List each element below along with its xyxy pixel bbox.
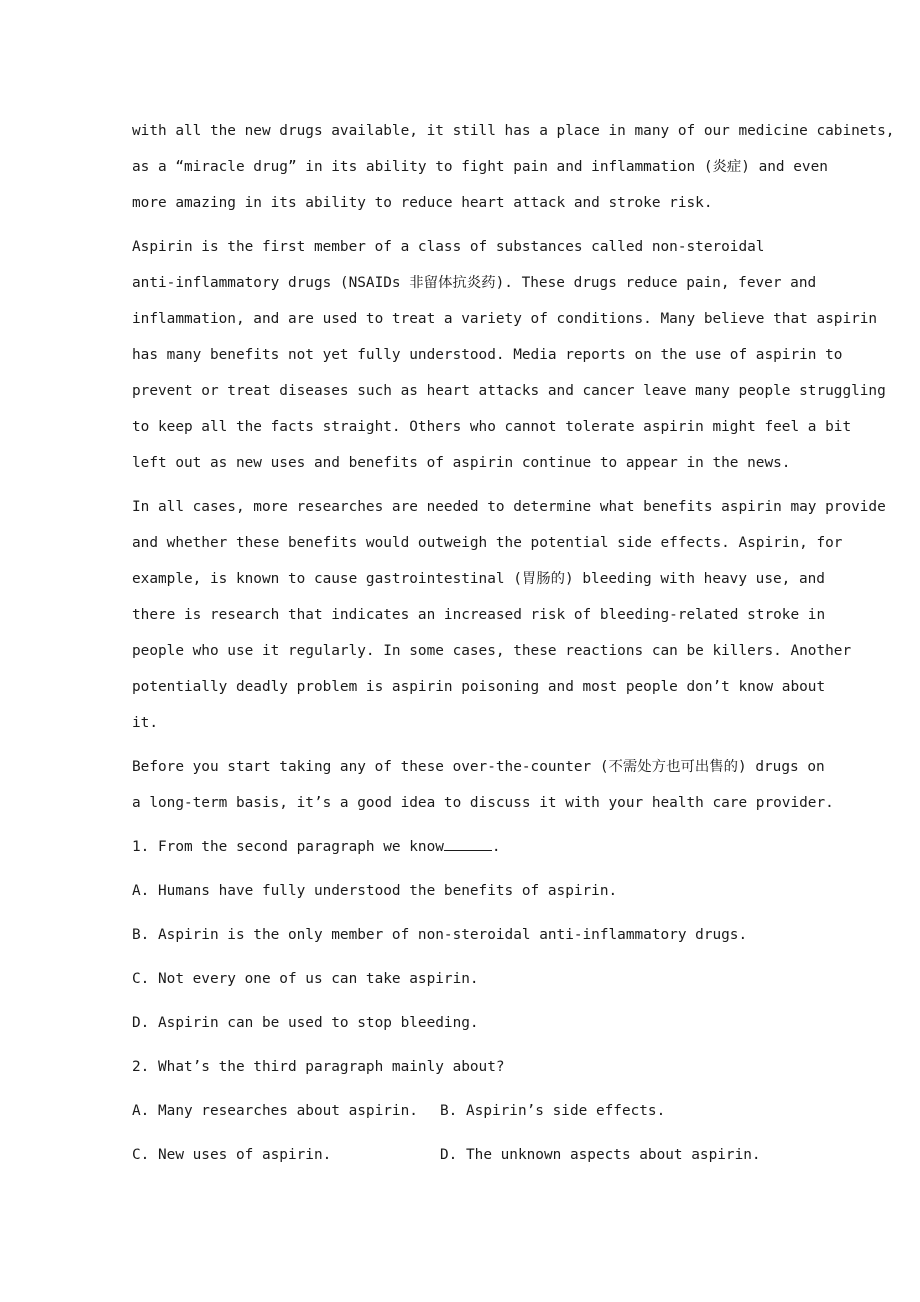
- document-page: [132, 113, 895, 1173]
- paragraph-4: [132, 749, 834, 821]
- option-c: C. New uses of aspirin.: [132, 1147, 332, 1163]
- option-a: A. Humans have fully understood the benefits of aspirin.: [132, 883, 618, 899]
- question-1: [132, 829, 808, 1041]
- option-row: [132, 1137, 808, 1173]
- text-line: with all the new drugs available, it still has a place in many of our medicine cabinets,: [132, 123, 895, 139]
- text-line: people who use it regularly. In some cases, these reactions can be killers. Another: [132, 643, 852, 659]
- text-line: prevent or treat diseases such as heart attacks and cancer leave many people struggling: [132, 383, 886, 399]
- question-stem-end: .: [491, 839, 501, 855]
- text-line: it.: [132, 715, 158, 731]
- text-line: a long-term basis, it’s a good idea to discuss it with your health care provider.: [132, 795, 834, 811]
- text-line: inflammation, and are used to treat a variety of conditions. Many believe that aspirin: [132, 311, 878, 327]
- option-b: B. Aspirin’s side effects.: [440, 1103, 666, 1119]
- text-line: potentially deadly problem is aspirin poisoning and most people don’t know about: [132, 679, 826, 695]
- text-line: left out as new uses and benefits of aspirin continue to appear in the news.: [132, 455, 791, 471]
- option-c: C. Not every one of us can take aspirin.: [132, 971, 479, 987]
- question-stem: [132, 829, 808, 865]
- text-line: has many benefits not yet fully understood. Media reports on the use of aspirin to: [132, 347, 843, 363]
- paragraph-2: [132, 229, 886, 481]
- answer-blank: [444, 836, 492, 851]
- text-line: Before you start taking any of these over-the-counter (不需处方也可出售的) drugs on: [132, 759, 825, 775]
- text-line: more amazing in its ability to reduce heart attack and stroke risk.: [132, 195, 713, 211]
- text-line: anti-inflammatory drugs (NSAIDs 非留体抗炎药). These drugs reduce pain, fever and: [132, 275, 817, 291]
- text-line: as a “miracle drug” in its ability to fight pain and inflammation (炎症) and even: [132, 159, 828, 175]
- question-stem: 2. What’s the third paragraph mainly about?: [132, 1059, 505, 1075]
- text-line: to keep all the facts straight. Others who cannot tolerate aspirin might feel a bit: [132, 419, 852, 435]
- text-line: In all cases, more researches are needed to determine what benefits aspirin may provide: [132, 499, 886, 515]
- question-2: [132, 1049, 808, 1173]
- option-row: [132, 1093, 808, 1129]
- text-line: and whether these benefits would outweigh the potential side effects. Aspirin, for: [132, 535, 843, 551]
- text-line: Aspirin is the first member of a class of substances called non-steroidal: [132, 239, 765, 255]
- text-line: there is research that indicates an increased risk of bleeding-related stroke in: [132, 607, 826, 623]
- paragraph-3: [132, 489, 886, 741]
- option-d: D. The unknown aspects about aspirin.: [440, 1147, 761, 1163]
- option-a: A. Many researches about aspirin.: [132, 1103, 418, 1119]
- question-stem-text: 1. From the second paragraph we know: [132, 839, 444, 855]
- paragraph-1: [132, 113, 895, 221]
- option-d: D. Aspirin can be used to stop bleeding.: [132, 1015, 479, 1031]
- option-b: B. Aspirin is the only member of non-steroidal anti-inflammatory drugs.: [132, 927, 748, 943]
- text-line: example, is known to cause gastrointestinal (胃肠的) bleeding with heavy use, and: [132, 571, 825, 587]
